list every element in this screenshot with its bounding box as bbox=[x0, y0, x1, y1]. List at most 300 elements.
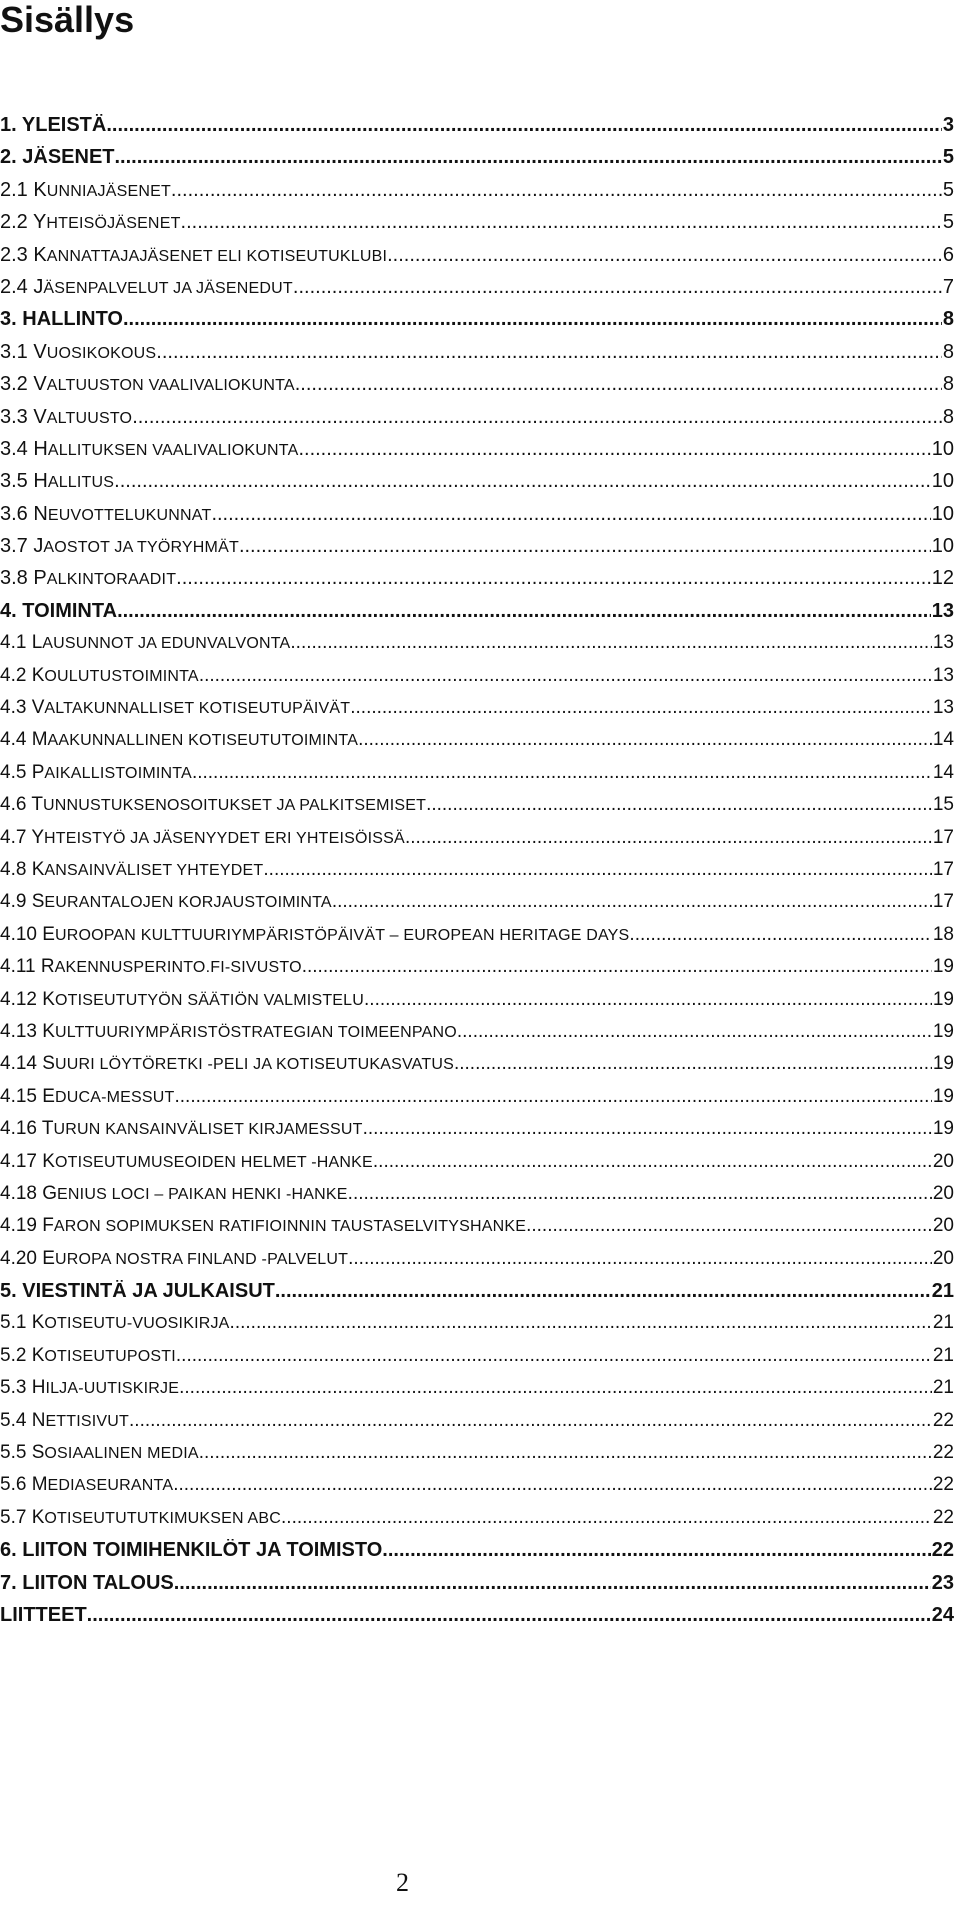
toc-entry-title: ENIUS LOCI – PAIKAN HENKI -HANKE bbox=[57, 1185, 348, 1203]
toc-entry[interactable] bbox=[0, 567, 954, 599]
toc-entry-initial: E bbox=[42, 1085, 55, 1107]
toc-entry[interactable] bbox=[0, 697, 954, 729]
toc-entry-initial: V bbox=[33, 405, 47, 428]
toc-entry-label bbox=[0, 665, 199, 687]
toc-entry-number: 3.5 bbox=[0, 470, 28, 493]
toc-entry-label bbox=[0, 1053, 454, 1075]
toc-leader-dots bbox=[87, 1604, 931, 1627]
toc-entry-label bbox=[0, 1215, 526, 1237]
toc-entry-number: 3.3 bbox=[0, 405, 28, 428]
toc-entry-title: YLEISTÄ bbox=[21, 114, 107, 136]
toc-leader-dots bbox=[132, 406, 942, 429]
toc-page-number: 22 bbox=[932, 1409, 954, 1431]
toc-entry-label bbox=[0, 891, 332, 913]
page-number: 2 bbox=[396, 1868, 409, 1897]
toc-entry-number: 4.11 bbox=[0, 956, 36, 978]
toc-entry-label bbox=[0, 179, 171, 202]
toc-entry-number: 4.8 bbox=[0, 858, 27, 880]
toc-entry[interactable] bbox=[0, 989, 954, 1021]
toc-entry-title: ANNATTAJAJÄSENET ELI KOTISEUTUKLUBI bbox=[46, 247, 388, 265]
toc-entry-label bbox=[0, 146, 115, 169]
toc-page-number: 21 bbox=[932, 1312, 954, 1334]
toc-leader-dots bbox=[199, 665, 932, 687]
toc-leader-dots bbox=[426, 794, 932, 816]
toc-leader-dots bbox=[230, 1312, 932, 1334]
toc-entry-initial: R bbox=[40, 956, 55, 978]
toc-entry-title: AIKALLISTOIMINTA bbox=[44, 764, 192, 782]
toc-entry-title: UNNIAJÄSENET bbox=[46, 182, 171, 200]
toc-entry[interactable] bbox=[0, 729, 954, 761]
toc-entry-initial: K bbox=[33, 178, 47, 201]
toc-page-number: 14 bbox=[932, 729, 954, 751]
toc-entry-title: OTISEUTUPOSTI bbox=[44, 1347, 176, 1365]
toc-entry-number: 5.6 bbox=[0, 1474, 27, 1496]
toc-entry[interactable] bbox=[0, 794, 954, 826]
toc-entry-number: 5. bbox=[0, 1280, 17, 1303]
toc-page-number: 14 bbox=[932, 761, 954, 783]
toc-entry-initial: K bbox=[31, 664, 45, 686]
toc-entry-number: 5.4 bbox=[0, 1409, 27, 1431]
toc-entry-title: LIITON TALOUS bbox=[22, 1571, 174, 1594]
toc-entry-number: 3.2 bbox=[0, 373, 28, 396]
toc-leader-dots bbox=[293, 276, 942, 299]
toc-leader-dots bbox=[387, 244, 942, 267]
toc-entry-label bbox=[0, 438, 298, 461]
toc-page-number: 5 bbox=[942, 146, 954, 169]
toc-entry-title: DUCA-MESSUT bbox=[54, 1088, 175, 1106]
toc-entry-label bbox=[0, 1151, 373, 1173]
toc-page-number: 10 bbox=[931, 437, 954, 460]
toc-entry[interactable] bbox=[0, 600, 954, 632]
toc-entry-initial: T bbox=[31, 794, 43, 816]
page-title: Sisällys bbox=[0, 0, 135, 40]
toc-entry-number: 2.1 bbox=[0, 178, 28, 201]
toc-entry[interactable] bbox=[0, 146, 954, 178]
toc-leader-dots bbox=[348, 1248, 932, 1270]
toc-page-number: 19 bbox=[932, 956, 954, 978]
toc-entry-number: 3.1 bbox=[0, 340, 28, 363]
toc-entry[interactable] bbox=[0, 1345, 954, 1377]
toc-entry-initial: T bbox=[41, 1118, 54, 1140]
toc-leader-dots bbox=[629, 924, 931, 946]
toc-leader-dots bbox=[526, 1215, 932, 1237]
toc-leader-dots bbox=[174, 1572, 931, 1595]
toc-entry-label bbox=[0, 1442, 199, 1464]
toc-entry-initial: K bbox=[31, 1312, 45, 1334]
toc-entry-label bbox=[0, 989, 364, 1011]
toc-entry[interactable] bbox=[0, 1377, 954, 1409]
toc-entry-label bbox=[0, 535, 239, 558]
toc-leader-dots bbox=[106, 114, 942, 137]
toc-page-number: 8 bbox=[942, 373, 954, 396]
toc-entry-title: ALTUUSTO bbox=[46, 409, 133, 427]
toc-entry-label bbox=[0, 1312, 230, 1334]
toc-entry-title: AOSTOT JA TYÖRYHMÄT bbox=[43, 539, 239, 557]
toc-entry-label bbox=[0, 729, 358, 751]
toc-entry-number: 4.6 bbox=[0, 794, 27, 816]
toc-entry-title: UROOPAN KULTTUURIYMPÄRISTÖPÄIVÄT – EUROPEAN HERITAGE DAYS bbox=[54, 926, 630, 944]
toc-entry-label bbox=[0, 308, 123, 331]
toc-entry-initial: G bbox=[42, 1182, 58, 1204]
toc-entry-title: JÄSENET bbox=[22, 146, 115, 169]
toc-entry[interactable] bbox=[0, 1410, 954, 1442]
toc-leader-dots bbox=[302, 956, 932, 978]
toc-leader-dots bbox=[348, 1183, 932, 1205]
toc-page-number: 17 bbox=[932, 891, 954, 913]
toc-entry-label bbox=[0, 697, 350, 719]
toc-entry-title: OTISEUTU-VUOSIKIRJA bbox=[44, 1315, 230, 1333]
toc-page-number: 20 bbox=[932, 1182, 954, 1204]
toc-entry-title: ÄSENPALVELUT JA JÄSENEDUT bbox=[43, 279, 293, 297]
toc-entry-label bbox=[0, 567, 176, 590]
toc-entry-label bbox=[0, 859, 263, 881]
toc-entry-initial: N bbox=[33, 502, 48, 525]
toc-entry-number: 4.16 bbox=[0, 1118, 37, 1140]
toc-entry[interactable] bbox=[0, 1086, 954, 1118]
toc-entry-title: ARON SOPIMUKSEN RATIFIOINNIN TAUSTASELVITYSHANKE bbox=[53, 1218, 527, 1236]
toc-entry-number: 2.2 bbox=[0, 211, 28, 234]
toc-entry-title: UNNUSTUKSENOSOITUKSET JA PALKITSEMISET bbox=[42, 797, 427, 815]
toc-entry-label bbox=[0, 1539, 382, 1562]
toc-entry-number: 4.17 bbox=[0, 1150, 37, 1172]
toc-entry-label bbox=[0, 600, 117, 623]
toc-leader-dots bbox=[211, 503, 930, 526]
toc-entry-label bbox=[0, 1086, 175, 1108]
toc-entry-number: 1. bbox=[0, 114, 17, 136]
toc-entry-title: AUSUNNOT JA EDUNVALVONTA bbox=[42, 635, 291, 653]
toc-entry-label bbox=[0, 794, 426, 816]
toc-page-number: 19 bbox=[932, 1085, 954, 1107]
toc-entry-initial: N bbox=[31, 1409, 46, 1431]
toc-entry[interactable] bbox=[0, 276, 954, 308]
toc-page-number: 22 bbox=[931, 1539, 954, 1562]
toc-entry-initial: L bbox=[31, 632, 43, 654]
toc-entry-title: TOIMINTA bbox=[22, 599, 118, 622]
toc-page-number: 15 bbox=[932, 794, 954, 816]
toc-entry[interactable] bbox=[0, 1215, 954, 1247]
toc-page-number: 5 bbox=[942, 211, 954, 234]
toc-leader-dots bbox=[263, 859, 931, 881]
toc-entry[interactable] bbox=[0, 1183, 954, 1215]
toc-entry[interactable] bbox=[0, 1118, 954, 1150]
toc-entry-label bbox=[0, 406, 132, 429]
toc-entry[interactable] bbox=[0, 308, 954, 340]
toc-page-number: 10 bbox=[931, 502, 954, 525]
toc-entry-number: 5.7 bbox=[0, 1506, 27, 1528]
toc-entry-number: 5.3 bbox=[0, 1377, 27, 1399]
toc-page-number: 8 bbox=[942, 308, 954, 331]
toc-entry[interactable] bbox=[0, 1507, 954, 1539]
toc-page-number: 10 bbox=[931, 535, 954, 558]
toc-entry-number: 5.1 bbox=[0, 1312, 27, 1334]
toc-entry-label bbox=[0, 956, 302, 978]
toc-entry-label bbox=[0, 470, 114, 493]
toc-page-number: 19 bbox=[932, 988, 954, 1010]
toc-entry[interactable] bbox=[0, 1604, 954, 1636]
toc-entry[interactable] bbox=[0, 1474, 954, 1506]
toc-entry-title: OTISEUTUTUTKIMUKSEN ABC bbox=[44, 1509, 282, 1527]
toc-entry-title: EUVOTTELUKUNNAT bbox=[47, 506, 212, 524]
toc-entry-title: OTISEUTUMUSEOIDEN HELMET -HANKE bbox=[54, 1153, 373, 1171]
toc-entry-title: ALLITUS bbox=[47, 474, 115, 492]
toc-leader-dots bbox=[117, 600, 931, 623]
toc-entry[interactable] bbox=[0, 211, 954, 243]
toc-entry-number: 4.18 bbox=[0, 1182, 37, 1204]
toc-entry[interactable] bbox=[0, 406, 954, 438]
toc-leader-dots bbox=[275, 1280, 931, 1303]
toc-entry-title: UROPA NOSTRA FINLAND -PALVELUT bbox=[54, 1250, 349, 1268]
toc-leader-dots bbox=[239, 535, 931, 558]
toc-entry-number: 2. bbox=[0, 146, 17, 169]
toc-entry-title: VIESTINTÄ JA JULKAISUT bbox=[22, 1280, 275, 1303]
toc-entry-initial: E bbox=[42, 1247, 55, 1269]
toc-entry-title: ETTISIVUT bbox=[45, 1412, 130, 1430]
toc-entry-number: 4.2 bbox=[0, 664, 27, 686]
toc-entry-label bbox=[0, 1280, 275, 1303]
toc-entry-label bbox=[0, 1248, 348, 1270]
toc-entry-title: ILJA-UUTISKIRJE bbox=[45, 1380, 180, 1398]
toc-leader-dots bbox=[115, 146, 942, 169]
toc-leader-dots bbox=[405, 827, 932, 849]
toc-entry-initial: K bbox=[31, 1506, 45, 1528]
toc-entry-title: ALTUUSTON VAALIVALIOKUNTA bbox=[46, 377, 295, 395]
toc-entry[interactable] bbox=[0, 179, 954, 211]
toc-entry[interactable] bbox=[0, 827, 954, 859]
toc-leader-dots bbox=[176, 1345, 932, 1367]
toc-page-number: 7 bbox=[942, 275, 954, 298]
toc-entry-initial: H bbox=[33, 470, 48, 493]
toc-entry-label bbox=[0, 1377, 179, 1399]
toc-entry-initial: Y bbox=[33, 211, 47, 234]
toc-entry-initial: S bbox=[31, 1442, 45, 1464]
page-number-footer bbox=[0, 1868, 960, 1898]
table-of-contents bbox=[0, 114, 954, 1636]
toc-page-number: 20 bbox=[932, 1215, 954, 1237]
toc-page-number: 10 bbox=[931, 470, 954, 493]
toc-page-number: 8 bbox=[942, 405, 954, 428]
toc-entry[interactable] bbox=[0, 1280, 954, 1312]
toc-entry-title: LIITTEET bbox=[0, 1603, 87, 1626]
toc-entry-initial: M bbox=[31, 729, 48, 751]
toc-leader-dots bbox=[114, 470, 931, 493]
toc-entry[interactable] bbox=[0, 1312, 954, 1344]
toc-entry-number: 4.5 bbox=[0, 761, 27, 783]
toc-leader-dots bbox=[199, 1442, 932, 1464]
toc-page-number: 13 bbox=[932, 697, 954, 719]
toc-entry-title: EDIASEURANTA bbox=[47, 1477, 174, 1495]
toc-leader-dots bbox=[176, 567, 931, 590]
toc-entry[interactable] bbox=[0, 244, 954, 276]
toc-entry-title: ALKINTORAADIT bbox=[46, 571, 177, 589]
toc-entry-title: UURI LÖYTÖRETKI -PELI JA KOTISEUTUKASVATUS bbox=[54, 1056, 454, 1074]
toc-page-number: 23 bbox=[931, 1571, 954, 1594]
toc-leader-dots bbox=[156, 341, 942, 364]
toc-leader-dots bbox=[364, 989, 932, 1011]
toc-entry-label bbox=[0, 114, 106, 137]
toc-entry-number: 4.1 bbox=[0, 632, 27, 654]
toc-entry-initial: S bbox=[42, 1053, 55, 1075]
toc-entry-number: 4.3 bbox=[0, 697, 27, 719]
toc-entry-initial: M bbox=[31, 1474, 48, 1496]
toc-entry[interactable] bbox=[0, 1021, 954, 1053]
toc-entry-title: ULTTUURIYMPÄRISTÖSTRATEGIAN TOIMEENPANO bbox=[54, 1023, 457, 1041]
toc-leader-dots bbox=[382, 1539, 930, 1562]
toc-entry[interactable] bbox=[0, 762, 954, 794]
toc-entry-number: 3.4 bbox=[0, 437, 28, 460]
toc-entry[interactable] bbox=[0, 341, 954, 373]
toc-entry-number: 4.9 bbox=[0, 891, 27, 913]
toc-entry-number: 5.5 bbox=[0, 1442, 27, 1464]
toc-page-number: 22 bbox=[932, 1442, 954, 1464]
toc-entry-label bbox=[0, 244, 387, 267]
toc-entry[interactable] bbox=[0, 1539, 954, 1571]
toc-entry-number: 4.20 bbox=[0, 1247, 37, 1269]
toc-entry-initial: E bbox=[42, 923, 55, 945]
toc-entry-label bbox=[0, 1410, 129, 1432]
toc-entry-title: LIITON TOIMIHENKILÖT JA TOIMISTO bbox=[22, 1539, 383, 1562]
toc-entry-title: HTEISTYÖ JA JÄSENYYDET ERI YHTEISÖISSÄ bbox=[44, 829, 405, 847]
toc-entry[interactable] bbox=[0, 859, 954, 891]
toc-entry[interactable] bbox=[0, 1151, 954, 1183]
toc-page-number: 22 bbox=[932, 1474, 954, 1496]
toc-entry-label bbox=[0, 373, 295, 396]
toc-entry-number: 4.7 bbox=[0, 826, 27, 848]
toc-page-number: 19 bbox=[932, 1118, 954, 1140]
toc-entry-initial: F bbox=[42, 1215, 54, 1237]
toc-entry-title: OTISEUTUTYÖN SÄÄTIÖN VALMISTELU bbox=[54, 991, 365, 1009]
toc-leader-dots bbox=[179, 1377, 932, 1399]
toc-leader-dots bbox=[295, 373, 942, 396]
toc-entry-label bbox=[0, 211, 181, 234]
toc-page-number: 22 bbox=[932, 1506, 954, 1528]
toc-entry[interactable] bbox=[0, 373, 954, 405]
toc-entry[interactable] bbox=[0, 535, 954, 567]
toc-entry-number: 3. bbox=[0, 308, 17, 331]
toc-entry[interactable] bbox=[0, 114, 954, 146]
toc-entry-number: 4.13 bbox=[0, 1020, 37, 1042]
toc-entry[interactable] bbox=[0, 1572, 954, 1604]
toc-entry-title: URUN KANSAINVÄLISET KIRJAMESSUT bbox=[53, 1121, 363, 1139]
toc-entry-label bbox=[0, 762, 192, 784]
toc-page-number: 17 bbox=[932, 858, 954, 880]
toc-entry[interactable] bbox=[0, 1053, 954, 1085]
toc-entry-title: UOSIKOKOUS bbox=[46, 344, 157, 362]
toc-page-number: 13 bbox=[932, 632, 954, 654]
toc-entry-initial: S bbox=[31, 891, 45, 913]
toc-entry-number: 3.6 bbox=[0, 502, 28, 525]
toc-leader-dots bbox=[298, 438, 930, 461]
toc-entry-label bbox=[0, 276, 293, 299]
toc-entry-title: ANSAINVÄLISET YHTEYDET bbox=[44, 861, 264, 879]
toc-leader-dots bbox=[181, 211, 942, 234]
toc-entry-initial: K bbox=[42, 1020, 55, 1042]
toc-entry-title: AKENNUSPERINTO.FI-SIVUSTO bbox=[54, 959, 302, 977]
toc-entry[interactable] bbox=[0, 438, 954, 470]
toc-entry-label bbox=[0, 503, 211, 526]
toc-page-number: 12 bbox=[931, 567, 954, 590]
toc-entry-initial: K bbox=[42, 988, 55, 1010]
toc-page-number: 6 bbox=[942, 243, 954, 266]
toc-page-number: 17 bbox=[932, 826, 954, 848]
toc-entry[interactable] bbox=[0, 632, 954, 664]
toc-entry-initial: J bbox=[33, 535, 44, 558]
toc-page-number: 18 bbox=[932, 923, 954, 945]
toc-entry-initial: P bbox=[31, 761, 45, 783]
toc-entry-number: 2.3 bbox=[0, 243, 28, 266]
toc-page-number: 13 bbox=[932, 664, 954, 686]
toc-entry-label bbox=[0, 924, 629, 946]
toc-entry-number: 4.10 bbox=[0, 923, 37, 945]
toc-entry-initial: P bbox=[33, 567, 47, 590]
toc-page-number: 21 bbox=[932, 1344, 954, 1366]
toc-entry-title: ALLITUKSEN VAALIVALIOKUNTA bbox=[47, 441, 299, 459]
toc-entry-label bbox=[0, 1021, 457, 1043]
toc-page-number: 20 bbox=[932, 1247, 954, 1269]
toc-entry-label bbox=[0, 1604, 87, 1627]
toc-entry-label bbox=[0, 341, 156, 364]
toc-entry-label bbox=[0, 1507, 281, 1529]
toc-entry-title: OULUTUSTOIMINTA bbox=[44, 667, 199, 685]
toc-entry-initial: H bbox=[31, 1377, 46, 1399]
toc-page-number: 3 bbox=[942, 114, 954, 136]
toc-leader-dots bbox=[175, 1086, 932, 1108]
toc-entry-number: 6. bbox=[0, 1539, 17, 1562]
toc-leader-dots bbox=[350, 697, 932, 719]
toc-entry-initial: V bbox=[33, 340, 47, 363]
toc-entry-number: 4.19 bbox=[0, 1215, 37, 1237]
toc-entry[interactable] bbox=[0, 470, 954, 502]
toc-page-number: 19 bbox=[932, 1020, 954, 1042]
toc-entry-title: EURANTALOJEN KORJAUSTOIMINTA bbox=[44, 894, 332, 912]
toc-page-number: 21 bbox=[932, 1377, 954, 1399]
toc-entry[interactable] bbox=[0, 924, 954, 956]
toc-leader-dots bbox=[123, 308, 942, 331]
toc-entry-number: 4.12 bbox=[0, 988, 37, 1010]
toc-entry-title: ALTAKUNNALLISET KOTISEUTUPÄIVÄT bbox=[44, 700, 351, 718]
toc-page-number: 8 bbox=[942, 340, 954, 363]
toc-entry-initial: V bbox=[33, 373, 47, 396]
toc-leader-dots bbox=[281, 1507, 932, 1529]
toc-entry-initial: K bbox=[33, 243, 47, 266]
toc-leader-dots bbox=[332, 891, 932, 913]
toc-leader-dots bbox=[358, 729, 932, 751]
toc-entry-number: 7. bbox=[0, 1571, 17, 1594]
toc-entry-initial: Y bbox=[31, 826, 45, 848]
toc-leader-dots bbox=[457, 1021, 932, 1043]
toc-entry-number: 3.7 bbox=[0, 535, 28, 558]
toc-entry-initial: K bbox=[31, 1344, 45, 1366]
toc-leader-dots bbox=[192, 762, 932, 784]
toc-entry-number: 4.15 bbox=[0, 1085, 37, 1107]
toc-leader-dots bbox=[173, 1474, 932, 1496]
toc-entry-initial: V bbox=[31, 697, 45, 719]
toc-entry-label bbox=[0, 632, 290, 654]
toc-entry[interactable] bbox=[0, 665, 954, 697]
toc-entry-title: OSIAALINEN MEDIA bbox=[44, 1445, 199, 1463]
toc-entry[interactable] bbox=[0, 956, 954, 988]
toc-entry-label bbox=[0, 827, 405, 849]
toc-leader-dots bbox=[454, 1053, 932, 1075]
toc-entry[interactable] bbox=[0, 1442, 954, 1474]
toc-entry[interactable] bbox=[0, 503, 954, 535]
toc-entry[interactable] bbox=[0, 1248, 954, 1280]
toc-entry-label bbox=[0, 1345, 176, 1367]
toc-page-number: 13 bbox=[931, 599, 954, 622]
toc-page-number: 24 bbox=[931, 1603, 954, 1626]
toc-entry[interactable] bbox=[0, 891, 954, 923]
toc-entry-number: 3.8 bbox=[0, 567, 28, 590]
toc-entry-title: HTEISÖJÄSENET bbox=[46, 215, 181, 233]
